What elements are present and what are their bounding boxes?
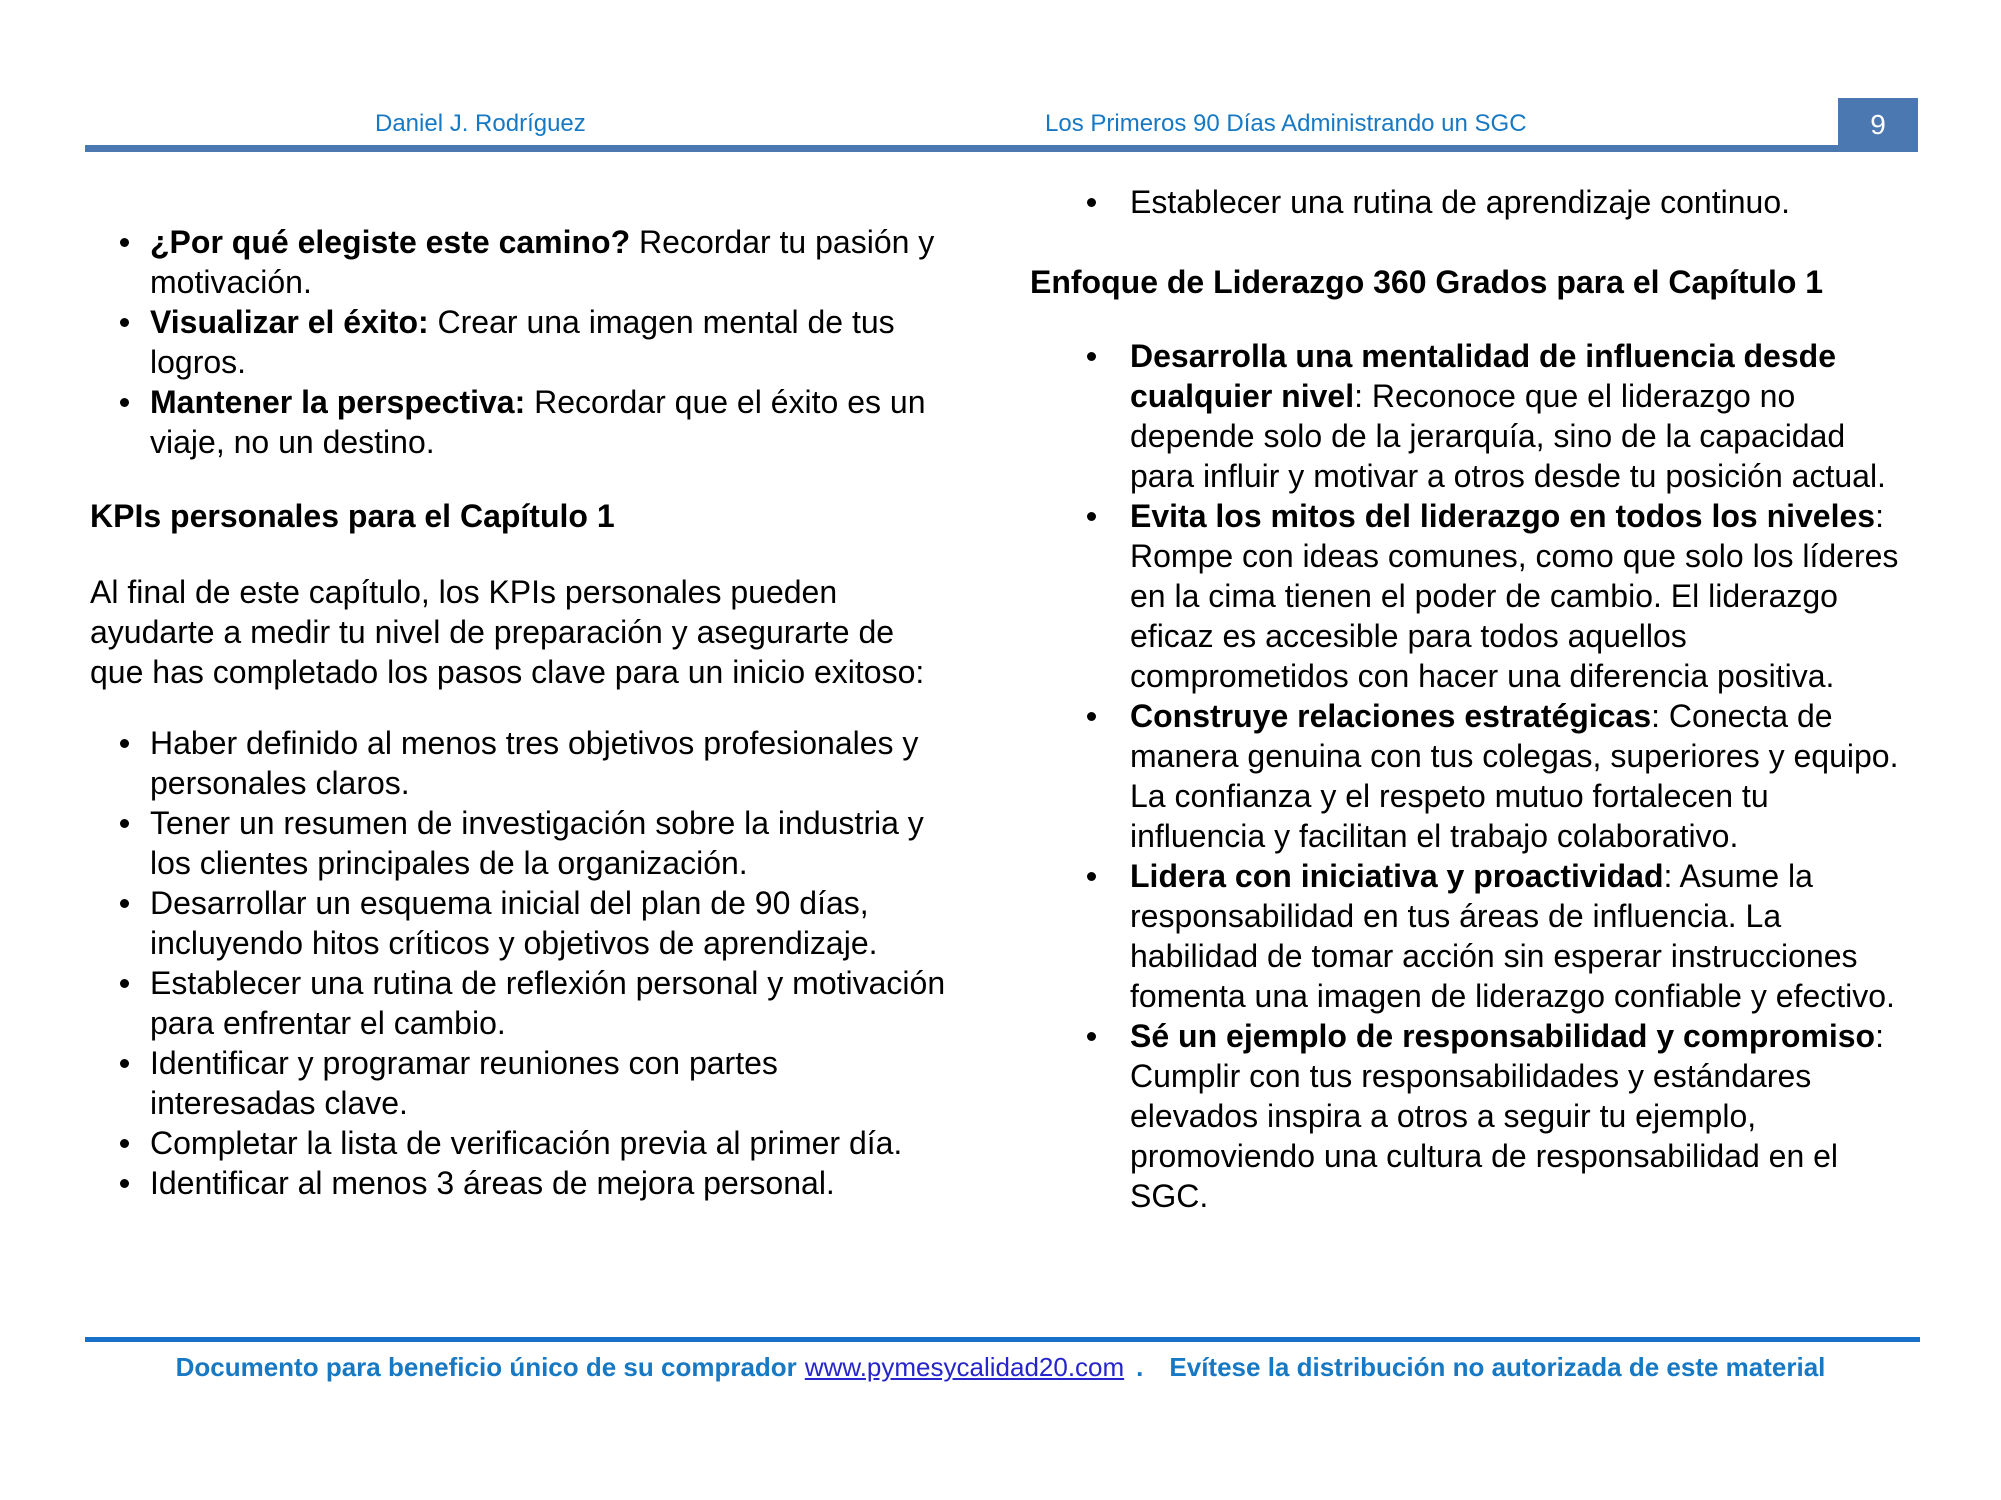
bullet-text: Haber definido al menos tres objetivos profesionales y personales claros. bbox=[150, 725, 919, 801]
list-item bbox=[90, 1123, 950, 1163]
learning-bullet-list bbox=[1030, 182, 1910, 222]
footer-notice bbox=[0, 1352, 2001, 1383]
bullet-text: Recordar tu pasión y motivación. bbox=[150, 224, 935, 300]
header-author: Daniel J. Rodríguez bbox=[375, 110, 586, 137]
bullet-text: Desarrollar un esquema inicial del plan de 90 días, incluyendo hitos críticos y objetivos de aprendizaje. bbox=[150, 885, 878, 961]
list-item bbox=[90, 803, 950, 883]
list-item bbox=[90, 723, 950, 803]
footer-link[interactable]: www.pymesycalidad20.com bbox=[804, 1352, 1125, 1382]
intro-bullet-list bbox=[90, 222, 970, 462]
list-item bbox=[90, 1043, 950, 1123]
page-number: 9 bbox=[1870, 109, 1886, 140]
bullet-lead: Sé un ejemplo de responsabilidad y compromiso bbox=[1130, 1018, 1876, 1054]
footer-rule bbox=[85, 1337, 1920, 1342]
leadership-bullet-list bbox=[1030, 336, 1910, 1216]
footer-separator: . bbox=[1136, 1352, 1144, 1382]
bullet-text: : Conecta de manera genuina con tus colegas, superiores y equipo. La confianza y el respeto mutuo fortalecen tu influencia y facilitan el trabajo colaborativo. bbox=[1130, 698, 1899, 854]
bullet-text: Tener un resumen de investigación sobre la industria y los clientes principales de la organización. bbox=[150, 805, 924, 881]
bullet-text: Recordar que el éxito es un viaje, no un destino. bbox=[150, 384, 926, 460]
bullet-text: Completar la lista de verificación previa al primer día. bbox=[150, 1125, 903, 1161]
bullet-text: Crear una imagen mental de tus logros. bbox=[150, 304, 895, 380]
page-number-badge bbox=[1838, 98, 1918, 152]
footer-prefix: Documento para beneficio único de su comprador bbox=[175, 1352, 797, 1382]
kpi-paragraph: Al final de este capítulo, los KPIs personales pueden ayudarte a medir tu nivel de preparación y asegurarte de que has completado los pasos clave para un inicio exitoso: bbox=[90, 574, 925, 690]
list-item bbox=[1030, 336, 1910, 496]
footer-suffix: Evítese la distribución no autorizada de este material bbox=[1169, 1352, 1826, 1382]
list-item bbox=[90, 963, 950, 1043]
list-item bbox=[90, 222, 950, 302]
bullet-text: Establecer una rutina de aprendizaje continuo. bbox=[1130, 184, 1790, 220]
right-column bbox=[1030, 182, 1910, 1216]
kpi-bullet-list bbox=[90, 723, 970, 1203]
list-item bbox=[1030, 1016, 1910, 1216]
leadership-section-heading: Enfoque de Liderazgo 360 Grados para el Capítulo 1 bbox=[1030, 264, 1824, 300]
bullet-lead: Construye relaciones estratégicas bbox=[1130, 698, 1652, 734]
header-document-title: Los Primeros 90 Días Administrando un SGC bbox=[1045, 110, 1527, 137]
bullet-lead: Desarrolla una mentalidad de influencia desde cualquier nivel bbox=[1130, 338, 1836, 414]
bullet-text: : Rompe con ideas comunes, como que solo los líderes en la cima tienen el poder de cambio. El liderazgo eficaz es accesible para todos aquellos comprometidos con hacer una diferencia positiva. bbox=[1130, 498, 1899, 694]
kpi-section-heading: KPIs personales para el Capítulo 1 bbox=[90, 498, 615, 534]
bullet-lead: Evita los mitos del liderazgo en todos los niveles bbox=[1130, 498, 1876, 534]
bullet-text: : Cumplir con tus responsabilidades y estándares elevados inspira a otros a seguir tu ejemplo, promoviendo una cultura de responsabilidad en el SGC. bbox=[1130, 1018, 1884, 1214]
list-item bbox=[1030, 856, 1910, 1016]
bullet-lead: Visualizar el éxito: bbox=[150, 304, 429, 340]
list-item bbox=[90, 883, 950, 963]
bullet-text: Establecer una rutina de reflexión personal y motivación para enfrentar el cambio. bbox=[150, 965, 946, 1041]
bullet-lead: Lidera con iniciativa y proactividad bbox=[1130, 858, 1664, 894]
list-item bbox=[1030, 696, 1910, 856]
list-item bbox=[90, 1163, 950, 1203]
header-rule bbox=[85, 145, 1838, 152]
bullet-lead: Mantener la perspectiva: bbox=[150, 384, 526, 420]
bullet-text: Identificar y programar reuniones con partes interesadas clave. bbox=[150, 1045, 778, 1121]
bullet-lead: ¿Por qué elegiste este camino? bbox=[150, 224, 631, 260]
list-item bbox=[1030, 182, 1910, 222]
bullet-text: : Reconoce que el liderazgo no depende solo de la jerarquía, sino de la capacidad para influir y motivar a otros desde tu posición actual. bbox=[1130, 378, 1886, 494]
left-column bbox=[90, 222, 970, 1203]
bullet-text: : Asume la responsabilidad en tus áreas de influencia. La habilidad de tomar acción sin esperar instrucciones fomenta una imagen de liderazgo confiable y efectivo. bbox=[1130, 858, 1895, 1014]
list-item bbox=[1030, 496, 1910, 696]
bullet-text: Identificar al menos 3 áreas de mejora personal. bbox=[150, 1165, 835, 1201]
list-item bbox=[90, 302, 950, 382]
list-item bbox=[90, 382, 950, 462]
